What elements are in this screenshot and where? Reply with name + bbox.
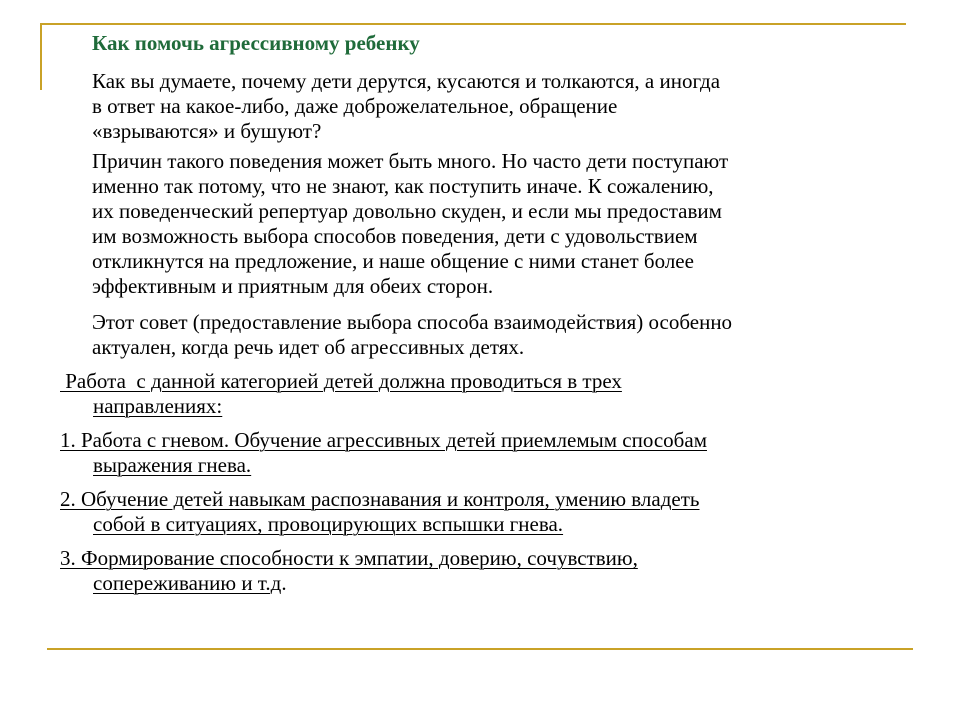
left-accent-rule xyxy=(40,23,42,90)
direction-trailing-period: . xyxy=(281,571,287,595)
paragraph-reasons xyxy=(92,149,728,299)
paragraph-line: эффективным и приятным для обеих сторон. xyxy=(92,274,494,298)
bottom-accent-rule xyxy=(47,648,913,650)
direction-line: 3. Формирование способности к эмпатии, доверию, сочувствию, xyxy=(60,546,638,570)
direction-line: 1. Работа с гневом. Обучение агрессивных детей приемлемым способам xyxy=(60,428,707,452)
paragraph-advice xyxy=(92,310,732,360)
paragraph-line: «взрываются» и бушуют? xyxy=(92,119,322,143)
slide-title: Как помочь агрессивному ребенку xyxy=(92,31,420,55)
paragraph-line: именно так потому, что не знают, как поступить иначе. К сожалению, xyxy=(92,174,714,198)
direction-item-2 xyxy=(60,487,700,537)
direction-line: 2. Обучение детей навыкам распознавания и контроля, умению владеть xyxy=(60,487,700,511)
paragraph-line: им возможность выбора способов поведения, дети с удовольствием xyxy=(92,224,698,248)
directions-intro-line: Работа с данной категорией детей должна проводиться в трех xyxy=(60,369,622,393)
paragraph-line: Причин такого поведения может быть много. Но часто дети поступают xyxy=(92,149,729,173)
top-accent-rule xyxy=(40,23,906,25)
paragraph-line: актуален, когда речь идет об агрессивных детях. xyxy=(92,335,525,359)
directions-intro xyxy=(60,369,622,419)
paragraph-question xyxy=(92,69,720,144)
direction-line: сопереживанию и т.д xyxy=(93,571,282,595)
directions-intro-line: направлениях: xyxy=(93,394,223,418)
direction-item-3 xyxy=(60,546,638,596)
direction-line: выражения гнева. xyxy=(93,453,252,477)
paragraph-line: в ответ на какое-либо, даже доброжелательное, обращение xyxy=(92,94,618,118)
direction-line: собой в ситуациях, провоцирующих вспышки гнева. xyxy=(93,512,564,536)
paragraph-line: откликнутся на предложение, и наше общение с ними станет более xyxy=(92,249,694,273)
paragraph-line: Этот совет (предоставление выбора способа взаимодействия) особенно xyxy=(92,310,733,334)
paragraph-line: их поведенческий репертуар довольно скуден, и если мы предоставим xyxy=(92,199,722,223)
paragraph-line: Как вы думаете, почему дети дерутся, кусаются и толкаются, а иногда xyxy=(92,69,721,93)
direction-item-1 xyxy=(60,428,707,478)
